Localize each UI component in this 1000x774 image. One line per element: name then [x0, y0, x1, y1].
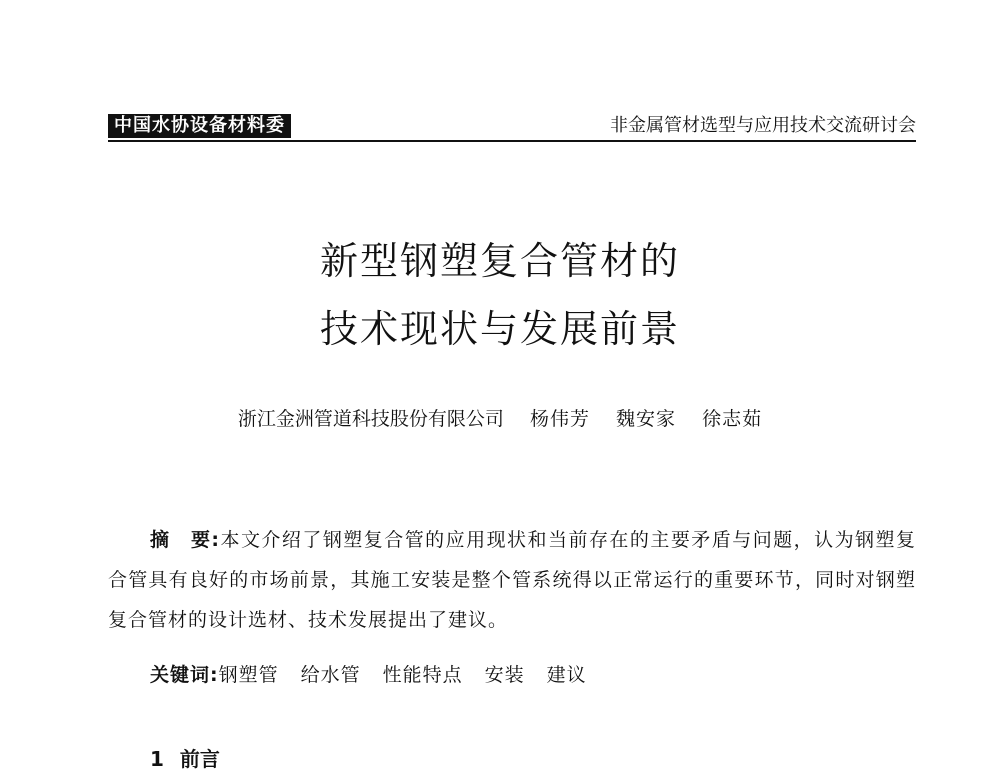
author-name: 魏安家 [616, 408, 677, 430]
keyword: 安装 [484, 664, 525, 686]
byline [0, 404, 1000, 434]
paper-title-line-1: 新型钢塑复合管材的 [319, 239, 680, 283]
keyword: 建议 [546, 664, 587, 686]
header-divider [108, 140, 916, 142]
author-name: 徐志茹 [702, 408, 763, 430]
keyword: 性能特点 [382, 664, 463, 686]
keyword: 钢塑管 [218, 664, 279, 686]
abstract [108, 520, 916, 640]
paper-title-line-2: 技术现状与发展前景 [319, 307, 680, 351]
keyword: 给水管 [300, 664, 361, 686]
section-title: 前言 [179, 747, 220, 771]
conference-title: 非金属管材选型与应用技术交流研讨会 [610, 115, 916, 136]
section-number: 1 [150, 747, 164, 771]
author-organization: 浙江金洲管道科技股份有限公司 [237, 408, 504, 430]
keywords [150, 660, 609, 690]
keywords-label: 关键词: [150, 664, 219, 686]
abstract-label: 摘 要: [150, 529, 221, 551]
abstract-text: 本文介绍了钢塑复合管的应用现状和当前存在的主要矛盾与问题，认为钢塑复合管具有良好的市场前景，其施工安装是整个管系统得以正常运行的重要环节，同时对钢塑复合管材的设计选材、技术发展提出了建议。 [108, 529, 916, 631]
section-heading [150, 744, 220, 774]
author-name: 杨伟芳 [529, 408, 590, 430]
series-label: 中国水协设备材料委 [108, 114, 291, 138]
